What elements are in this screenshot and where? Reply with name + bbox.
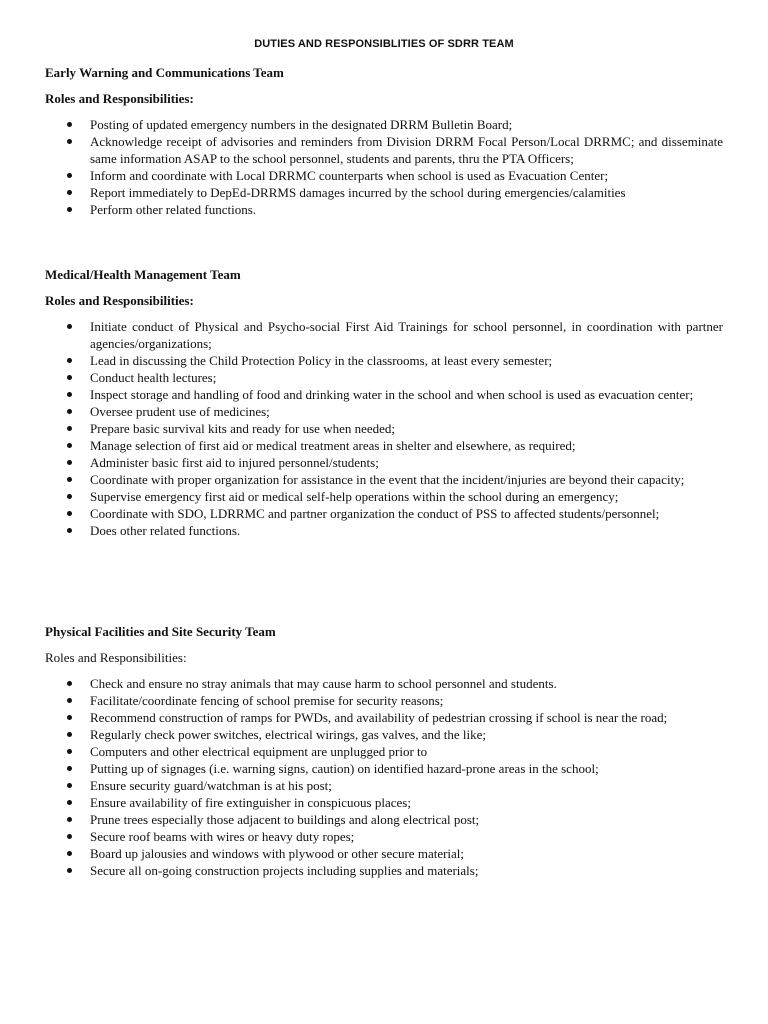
bullet-icon	[67, 851, 72, 856]
responsibility-list	[45, 318, 723, 539]
bullet-icon	[67, 139, 72, 144]
list-item	[45, 352, 723, 369]
bullet-icon	[67, 800, 72, 805]
bullet-icon	[67, 698, 72, 703]
list-item	[45, 522, 723, 539]
list-item-text: Coordinate with proper organization for assistance in the event that the incident/injuries are beyond their capacity;	[90, 472, 685, 487]
bullet-icon	[67, 426, 72, 431]
list-item	[45, 675, 723, 692]
list-item	[45, 743, 723, 760]
list-item-text: Prune trees especially those adjacent to buildings and along electrical post;	[90, 812, 480, 827]
list-item-text: Putting up of signages (i.e. warning signs, caution) on identified hazard-prone areas in the school;	[90, 761, 599, 776]
bullet-icon	[67, 122, 72, 127]
bullet-icon	[67, 494, 72, 499]
list-item	[45, 505, 723, 522]
list-item	[45, 369, 723, 386]
list-item	[45, 403, 723, 420]
bullet-icon	[67, 207, 72, 212]
list-item-text: Lead in discussing the Child Protection Policy in the classrooms, at least every semester;	[90, 353, 553, 368]
section-medical-health	[45, 266, 723, 539]
bullet-icon	[67, 460, 72, 465]
bullet-icon	[67, 783, 72, 788]
list-item	[45, 488, 723, 505]
list-item-text: Posting of updated emergency numbers in the designated DRRM Bulletin Board;	[90, 117, 513, 132]
bullet-icon	[67, 766, 72, 771]
list-item-text: Perform other related functions.	[90, 202, 257, 217]
list-item-text: Acknowledge receipt of advisories and reminders from Division DRRM Focal Person/Local DRRMC; and disseminate same information ASAP to the school personnel, students and parents, thru the PTA Officers;	[90, 134, 723, 166]
list-item-text: Ensure availability of fire extinguisher in conspicuous places;	[90, 795, 411, 810]
bullet-icon	[67, 715, 72, 720]
section-subtitle: Roles and Responsibilities:	[45, 650, 187, 665]
list-item	[45, 760, 723, 777]
list-item	[45, 862, 723, 879]
bullet-icon	[67, 190, 72, 195]
bullet-icon	[67, 511, 72, 516]
list-item-text: Inform and coordinate with Local DRRMC counterparts when school is used as Evacuation Center;	[90, 168, 609, 183]
bullet-icon	[67, 324, 72, 329]
list-item-text: Board up jalousies and windows with plywood or other secure material;	[90, 846, 465, 861]
bullet-icon	[67, 477, 72, 482]
bullet-icon	[67, 358, 72, 363]
section-title: Physical Facilities and Site Security Team	[45, 624, 276, 639]
list-item	[45, 420, 723, 437]
list-item	[45, 454, 723, 471]
section-title: Medical/Health Management Team	[45, 267, 241, 282]
list-item-text: Secure roof beams with wires or heavy duty ropes;	[90, 829, 355, 844]
list-item-text: Oversee prudent use of medicines;	[90, 404, 270, 419]
bullet-icon	[67, 868, 72, 873]
list-item-text: Manage selection of first aid or medical treatment areas in shelter and elsewhere, as required;	[90, 438, 576, 453]
list-item	[45, 726, 723, 743]
bullet-icon	[67, 817, 72, 822]
section-physical-facilities	[45, 623, 723, 879]
list-item	[45, 116, 723, 133]
list-item	[45, 471, 723, 488]
list-item	[45, 201, 723, 218]
list-item	[45, 811, 723, 828]
list-item-text: Facilitate/coordinate fencing of school premise for security reasons;	[90, 693, 444, 708]
list-item-text: Prepare basic survival kits and ready for use when needed;	[90, 421, 396, 436]
list-item-text: Ensure security guard/watchman is at his post;	[90, 778, 332, 793]
list-item	[45, 845, 723, 862]
list-item-text: Administer basic first aid to injured personnel/students;	[90, 455, 379, 470]
list-item-text: Secure all on-going construction projects including supplies and materials;	[90, 863, 479, 878]
list-item	[45, 386, 723, 403]
list-item-text: Report immediately to DepEd-DRRMS damages incurred by the school during emergencies/calamities	[90, 185, 626, 200]
list-item	[45, 709, 723, 726]
section-early-warning	[45, 64, 723, 218]
bullet-icon	[67, 375, 72, 380]
bullet-icon	[67, 392, 72, 397]
list-item	[45, 794, 723, 811]
list-item	[45, 437, 723, 454]
list-item-text: Check and ensure no stray animals that may cause harm to school personnel and students.	[90, 676, 557, 691]
bullet-icon	[67, 173, 72, 178]
list-item	[45, 133, 723, 167]
list-item	[45, 167, 723, 184]
list-item-text: Conduct health lectures;	[90, 370, 217, 385]
section-title: Early Warning and Communications Team	[45, 65, 284, 80]
bullet-icon	[67, 834, 72, 839]
responsibility-list	[45, 116, 723, 218]
list-item-text: Initiate conduct of Physical and Psycho-social First Aid Trainings for school personnel, in coordination with partner agencies/organizations;	[90, 319, 723, 351]
list-item	[45, 828, 723, 845]
section-subtitle: Roles and Responsibilities:	[45, 91, 194, 106]
bullet-icon	[67, 749, 72, 754]
list-item-text: Does other related functions.	[90, 523, 241, 538]
list-item	[45, 692, 723, 709]
list-item-text: Supervise emergency first aid or medical self-help operations within the school during an emergency;	[90, 489, 619, 504]
bullet-icon	[67, 443, 72, 448]
list-item-text: Inspect storage and handling of food and drinking water in the school and when school is used as evacuation center;	[90, 387, 694, 402]
bullet-icon	[67, 732, 72, 737]
section-subtitle: Roles and Responsibilities:	[45, 293, 194, 308]
list-item	[45, 777, 723, 794]
bullet-icon	[67, 528, 72, 533]
list-item-text: Regularly check power switches, electrical wirings, gas valves, and the like;	[90, 727, 487, 742]
list-item-text: Recommend construction of ramps for PWDs, and availability of pedestrian crossing if school is near the road;	[90, 710, 668, 725]
list-item-text: Computers and other electrical equipment are unplugged prior to	[90, 744, 428, 759]
bullet-icon	[67, 681, 72, 686]
list-item-text: Coordinate with SDO, LDRRMC and partner organization the conduct of PSS to affected students/personnel;	[90, 506, 660, 521]
document-title: DUTIES AND RESPONSIBLITIES OF SDRR TEAM	[254, 38, 514, 50]
list-item	[45, 184, 723, 201]
list-item	[45, 318, 723, 352]
responsibility-list	[45, 675, 723, 879]
bullet-icon	[67, 409, 72, 414]
